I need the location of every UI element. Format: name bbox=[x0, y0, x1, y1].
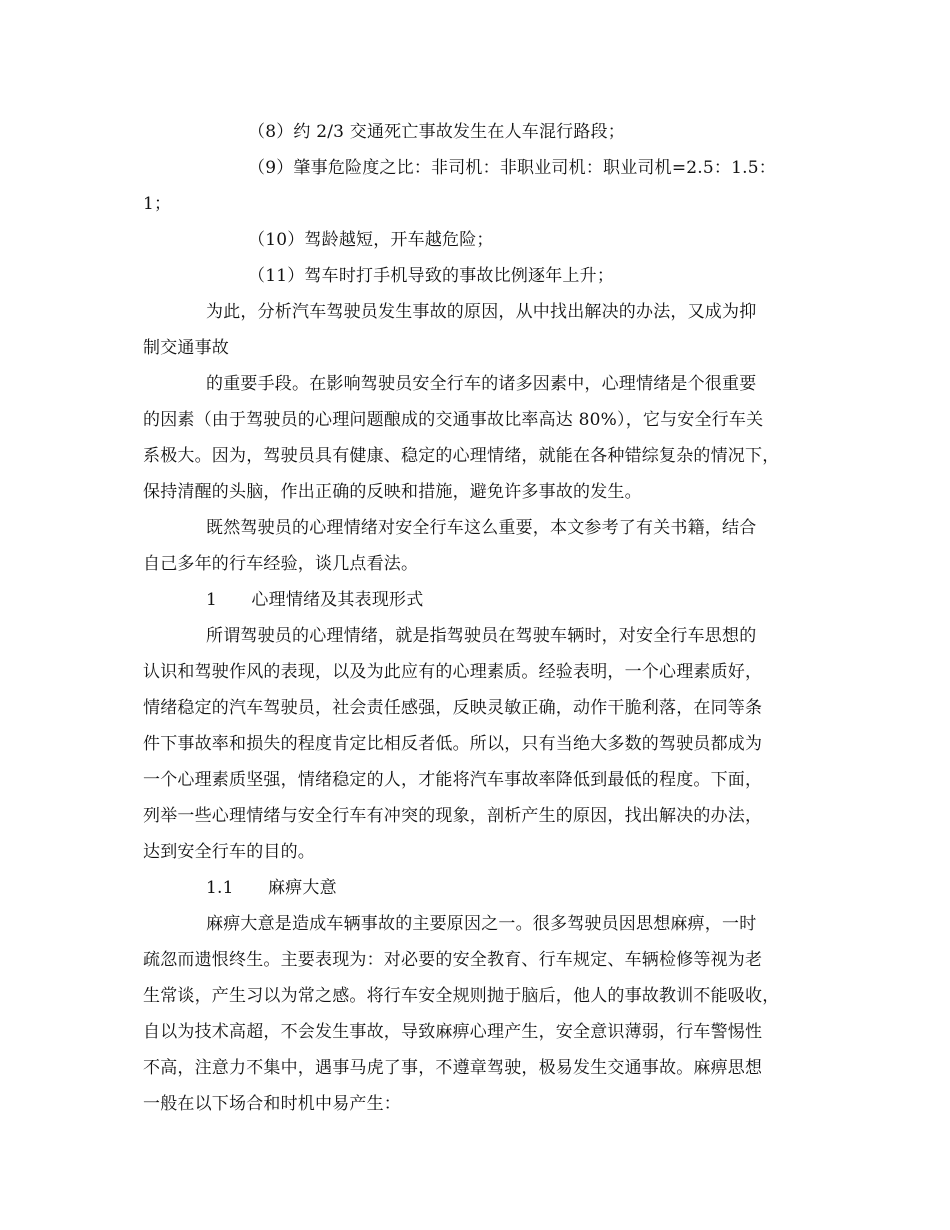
list-item-10: （10）驾龄越短，开车越危险； bbox=[248, 230, 494, 250]
paragraph-line: 达到安全行车的目的。 bbox=[143, 842, 315, 862]
list-item-9-continued: 1； bbox=[143, 194, 172, 214]
paragraph-line: 件下事故率和损失的程度肯定比相反者低。所以，只有当绝大多数的驾驶员都成为 bbox=[143, 734, 763, 754]
paragraph-line: 一般在以下场合和时机中易产生： bbox=[143, 1094, 401, 1114]
paragraph-line: 自以为技术高超，不会发生事故，导致麻痹心理产生，安全意识薄弱，行车警惕性 bbox=[143, 1022, 763, 1042]
paragraph-line: 既然驾驶员的心理情绪对安全行车这么重要，本文参考了有关书籍，结合 bbox=[206, 518, 757, 538]
paragraph-line: 的因素（由于驾驶员的心理问题酿成的交通事故比率高达 80%），它与安全行车关 bbox=[143, 410, 764, 430]
list-item-9: （9）肇事危险度之比：非司机：非职业司机：职业司机=2.5：1.5： bbox=[248, 158, 776, 178]
section-heading-1: 1 心理情绪及其表现形式 bbox=[206, 590, 424, 610]
paragraph-line: 不高，注意力不集中，遇事马虎了事，不遵章驾驶，极易发生交通事故。麻痹思想 bbox=[143, 1058, 763, 1078]
paragraph-line: 认识和驾驶作风的表现，以及为此应有的心理素质。经验表明，一个心理素质好， bbox=[143, 662, 763, 682]
list-item-8: （8）约 2/3 交通死亡事故发生在人车混行路段； bbox=[248, 122, 625, 142]
section-heading-1-1: 1.1 麻痹大意 bbox=[206, 878, 337, 898]
paragraph-line: 一个心理素质坚强，情绪稳定的人，才能将汽车事故率降低到最低的程度。下面， bbox=[143, 770, 763, 790]
list-item-11: （11）驾车时打手机导致的事故比例逐年上升； bbox=[248, 266, 615, 286]
paragraph-line: 制交通事故 bbox=[143, 338, 229, 358]
paragraph-line: 疏忽而遗恨终生。主要表现为：对必要的安全教育、行车规定、车辆检修等视为老 bbox=[143, 950, 763, 970]
paragraph-line: 列举一些心理情绪与安全行车有冲突的现象，剖析产生的原因，找出解决的办法， bbox=[143, 806, 763, 826]
paragraph-line: 为此，分析汽车驾驶员发生事故的原因，从中找出解决的办法，又成为抑 bbox=[206, 302, 757, 322]
paragraph-line: 的重要手段。在影响驾驶员安全行车的诸多因素中，心理情绪是个很重要 bbox=[206, 374, 757, 394]
paragraph-line: 所谓驾驶员的心理情绪，就是指驾驶员在驾驶车辆时，对安全行车思想的 bbox=[206, 626, 757, 646]
paragraph-line: 生常谈，产生习以为常之感。将行车安全规则抛于脑后，他人的事故教训不能吸收， bbox=[143, 986, 780, 1006]
paragraph-line: 麻痹大意是造成车辆事故的主要原因之一。很多驾驶员因思想麻痹，一时 bbox=[206, 914, 757, 934]
paragraph-line: 保持清醒的头脑，作出正确的反映和措施，避免许多事故的发生。 bbox=[143, 482, 642, 502]
paragraph-line: 系极大。因为，驾驶员具有健康、稳定的心理情绪，就能在各种错综复杂的情况下， bbox=[143, 446, 780, 466]
paragraph-line: 自己多年的行车经验，谈几点看法。 bbox=[143, 554, 419, 574]
paragraph-line: 情绪稳定的汽车驾驶员，社会责任感强，反映灵敏正确，动作干脆利落，在同等条 bbox=[143, 698, 763, 718]
